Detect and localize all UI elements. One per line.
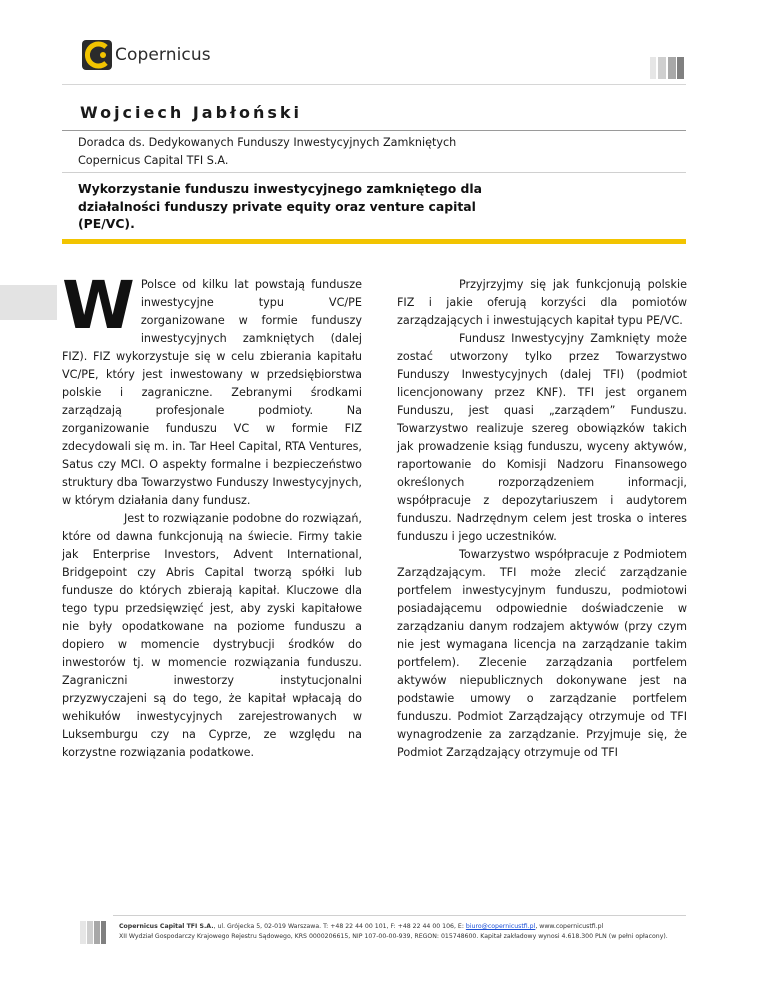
paragraph: Przyjrzyjmy się jak funkcjonują polskie FIZ i jakie oferują korzyści dla pomiotów zarządzających i inwestujących kapitał typu PE/VC. [397,278,687,327]
intro-paragraph [62,267,362,510]
email-link[interactable]: biuro@copernicustfi.pl [465,923,536,930]
drop-cap: W [62,267,135,344]
author-position: Doradca ds. Dedykowanych Funduszy Inwestycyjnych Zamkniętych [78,136,457,149]
footer-website: , www.copernicustfi.pl [535,923,604,930]
role-divider [62,172,686,173]
author-name: Wojciech Jabłoński [80,103,302,122]
company-logo [82,40,211,70]
article-headline: Wykorzystanie funduszu inwestycyjnego zamkniętego dla działalności funduszy private equity oraz venture capital (PE/VC). [78,181,483,231]
author-divider [62,130,686,131]
right-column [397,276,687,762]
header-decoration [650,57,684,79]
company-name: Copernicus [115,45,211,65]
footer-decoration [80,921,106,944]
copernicus-logo-icon [82,40,112,70]
footer-registry: XII Wydział Gospodarczy Krajowego Rejestru Sądowego, KRS 0000206615, NIP 107-00-00-939, REGON: 015748600. Kapitał zakładowy wynosi 4.618.300 PLN (w pełni opłacony). [119,932,668,940]
paragraph: Fundusz Inwestycyjny Zamknięty może zostać utworzony tylko przez Towarzystwo Funduszy Inwestycyjnych (dalej TFI) (podmiot licencjonowany przez KNF). TFI jest organem Funduszu, jest quasi „zarządem” Funduszu. Towarzystwo realizuje szereg obowiązków takich jak prowadzenie ksiąg funduszu, wyceny aktywów, raportowanie do Komisji Nadzoru Finansowego określonych rozporządzeniem informacji, współpracuje z depozytariuszem i audytorem funduszu. Nadrzędnym celem jest troska o interes funduszu i jego uczestników. [397,332,687,543]
author-role [78,134,456,170]
left-column [62,267,362,762]
footer [119,922,668,941]
paragraph: Jest to rozwiązanie podobne do rozwiązań, które od dawna funkcjonują na świecie. Firmy takie jak Enterprise Investors, Advent International, Bridgepoint czy Abris Capital tworzą spółki lub fundusze do których zbierają kapitał. Kluczowe dla tego typu przedsięwzięć jest, aby zyski kapitałowe nie były opodatkowane na poziome funduszu a dopiero w momencie dystrybucji środków do inwestorów tj. w momencie rozwiązania funduszu. Zagraniczni inwestorzy instytucjonalni przyzwyczajeni są do tego, że kapitał wpłacają do wehikułów inwestycyjnych zarejestrowanych w Luksemburgu czy na Cyprze, ze względu na korzystne rozwiązania podatkowe. [62,512,362,759]
paragraph: Towarzystwo współpracuje z Podmiotem Zarządzającym. TFI może zlecić zarządzanie portfelem inwestycyjnym funduszu, podmiotowi posiadającemu odpowiednie doświadczenie w zarządzaniu danym rodzajem aktywów (przy czym nie jest wymagana licencja na zarządzanie takim portfelem). Zlecenie zarządzania portfelem aktywów niepublicznych dokonywane jest na podstawie umowy o zarządzanie portfelem funduszu. Podmiot Zarządzający otrzymuje od TFI wynagrodzenie za zarządzanie. Przyjmuje się, że Podmiot Zarządzający otrzymuje od TFI [397,548,687,759]
accent-bar [62,239,686,244]
footer-company: Copernicus Capital TFI S.A. [119,923,214,930]
side-decoration [0,285,57,320]
footer-contact [119,922,668,932]
author-company: Copernicus Capital TFI S.A. [78,154,229,167]
intro-text: Polsce od kilku lat powstają fundusze inwestycyjne typu VC/PE zorganizowane w formie funduszy inwestycyjnych zamkniętych (dalej FIZ). FIZ wykorzystuje się w celu zbierania kapitału VC/PE, który jest inwestowany w przedsiębiorstwa polskie i zagraniczne. Zebranymi środkami zarządzają profesjonale podmioty. Na zorganizowanie funduszu VC w formie FIZ zdecydowali się m. in. Tar Heel Capital, RTA Ventures, Satus czy MCI. O aspekty formalne i bezpieczeństwo struktury dba Towarzystwo Funduszy Inwestycyjnych, w którym działania dany fundusz. [62,278,362,507]
footer-divider [113,915,686,916]
header-divider [62,84,686,85]
footer-address: , ul. Grójecka 5, 02-019 Warszawa. T: +48 22 44 00 101, F: +48 22 44 00 106, E: [213,923,466,930]
